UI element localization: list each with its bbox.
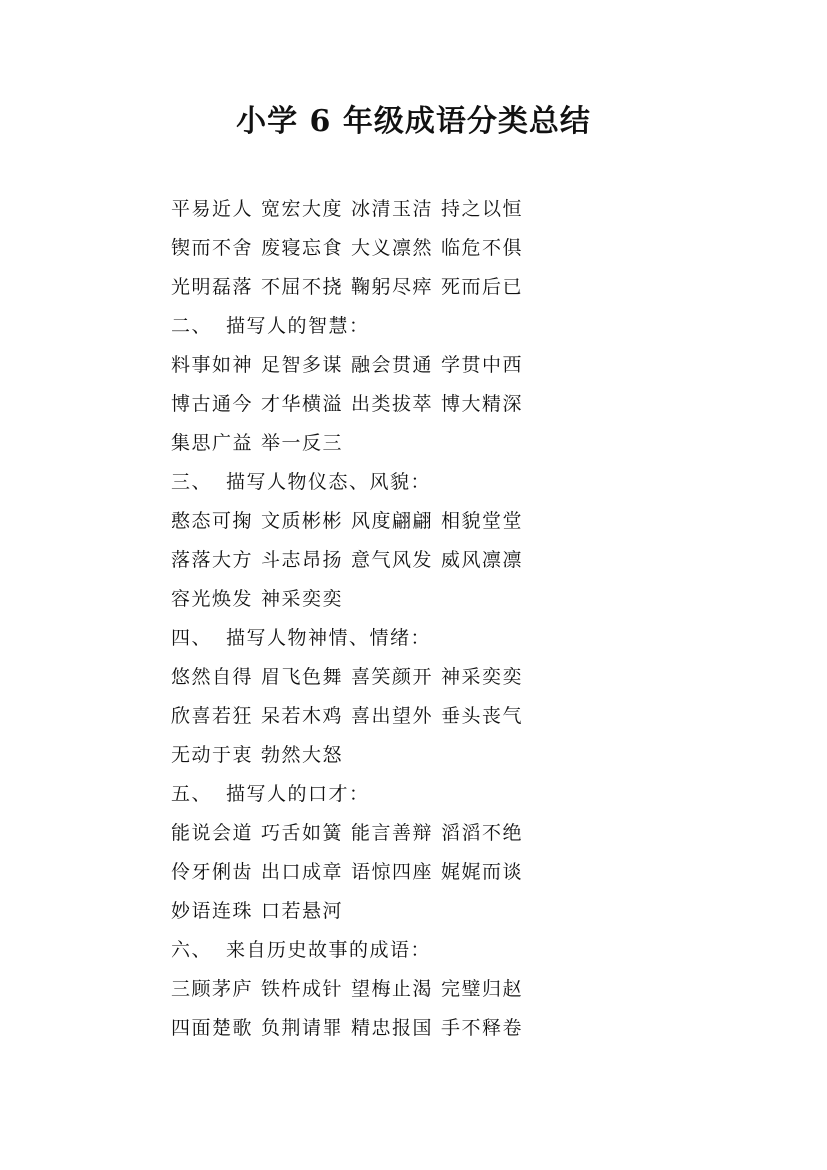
idiom: 集思广益 <box>171 432 254 454</box>
idiom-row <box>171 658 791 697</box>
idiom: 能言善辩 <box>351 822 434 844</box>
idiom-row <box>171 814 791 853</box>
idiom: 负荆请罪 <box>261 1017 344 1039</box>
idiom: 博古通今 <box>171 393 254 415</box>
idiom: 死而后已 <box>441 276 524 298</box>
idiom: 语惊四座 <box>351 861 434 883</box>
idiom: 勃然大怒 <box>261 744 344 766</box>
idiom-row <box>171 268 791 307</box>
idiom: 落落大方 <box>171 549 254 571</box>
idiom-row <box>171 580 791 619</box>
idiom: 垂头丧气 <box>441 705 524 727</box>
idiom: 娓娓而谈 <box>441 861 524 883</box>
document-title: 小学 6 年级成语分类总结 <box>236 104 591 139</box>
idiom: 妙语连珠 <box>171 900 254 922</box>
idiom: 欣喜若狂 <box>171 705 254 727</box>
idiom: 冰清玉洁 <box>351 198 434 220</box>
idiom: 斗志昂扬 <box>261 549 344 571</box>
idiom: 举一反三 <box>261 432 344 454</box>
idiom: 才华横溢 <box>261 393 344 415</box>
idiom: 持之以恒 <box>441 198 524 220</box>
idiom-row <box>171 853 791 892</box>
section-heading-text: 描写人物仪态、风貌： <box>226 471 432 493</box>
idiom-row <box>171 346 791 385</box>
idiom: 临危不俱 <box>441 237 524 259</box>
section-number: 五、 <box>171 783 213 805</box>
idiom: 三顾茅庐 <box>171 978 254 1000</box>
idiom: 手不释卷 <box>441 1017 524 1039</box>
idiom: 伶牙俐齿 <box>171 861 254 883</box>
idiom: 文质彬彬 <box>261 510 344 532</box>
section-number: 四、 <box>171 627 213 649</box>
section-heading <box>171 307 791 346</box>
idiom: 滔滔不绝 <box>441 822 524 844</box>
idiom-row <box>171 424 791 463</box>
idiom: 出类拔萃 <box>351 393 434 415</box>
idiom: 无动于衷 <box>171 744 254 766</box>
idiom: 喜出望外 <box>351 705 434 727</box>
idiom: 风度翩翩 <box>351 510 434 532</box>
section-heading <box>171 775 791 814</box>
idiom: 望梅止渴 <box>351 978 434 1000</box>
idiom: 口若悬河 <box>261 900 344 922</box>
idiom: 能说会道 <box>171 822 254 844</box>
idiom-row <box>171 190 791 229</box>
idiom: 精忠报国 <box>351 1017 434 1039</box>
idiom: 废寝忘食 <box>261 237 344 259</box>
idiom: 悠然自得 <box>171 666 254 688</box>
section-heading <box>171 619 791 658</box>
section-heading-text: 来自历史故事的成语： <box>226 939 432 961</box>
idiom: 喜笑颜开 <box>351 666 434 688</box>
idiom: 巧舌如簧 <box>261 822 344 844</box>
idiom: 融会贯通 <box>351 354 434 376</box>
section-heading <box>171 463 791 502</box>
idiom: 容光焕发 <box>171 588 254 610</box>
idiom: 大义凛然 <box>351 237 434 259</box>
idiom: 出口成章 <box>261 861 344 883</box>
idiom-row <box>171 892 791 931</box>
idiom: 料事如神 <box>171 354 254 376</box>
idiom: 足智多谋 <box>261 354 344 376</box>
idiom: 憨态可掬 <box>171 510 254 532</box>
idiom: 宽宏大度 <box>261 198 344 220</box>
idiom: 意气风发 <box>351 549 434 571</box>
idiom: 学贯中西 <box>441 354 524 376</box>
idiom-row <box>171 229 791 268</box>
idiom: 铁杵成针 <box>261 978 344 1000</box>
idiom-row <box>171 502 791 541</box>
idiom: 呆若木鸡 <box>261 705 344 727</box>
idiom: 锲而不舍 <box>171 237 254 259</box>
idiom-row <box>171 697 791 736</box>
section-number: 三、 <box>171 471 213 493</box>
idiom-row <box>171 1009 791 1048</box>
idiom: 光明磊落 <box>171 276 254 298</box>
section-number: 二、 <box>171 315 213 337</box>
idiom: 博大精深 <box>441 393 524 415</box>
section-heading <box>171 931 791 970</box>
section-number: 六、 <box>171 939 213 961</box>
idiom: 威风凛凛 <box>441 549 524 571</box>
idiom-row <box>171 541 791 580</box>
idiom: 不屈不挠 <box>261 276 344 298</box>
idiom: 完璧归赵 <box>441 978 524 1000</box>
idiom: 相貌堂堂 <box>441 510 524 532</box>
idiom-row <box>171 736 791 775</box>
idiom-row <box>171 385 791 424</box>
idiom: 鞠躬尽瘁 <box>351 276 434 298</box>
section-heading-text: 描写人的智慧： <box>226 315 370 337</box>
idiom: 平易近人 <box>171 198 254 220</box>
idiom: 四面楚歌 <box>171 1017 254 1039</box>
section-heading-text: 描写人物神情、情绪： <box>226 627 432 649</box>
idiom: 神采奕奕 <box>441 666 524 688</box>
idiom: 神采奕奕 <box>261 588 344 610</box>
section-heading-text: 描写人的口才： <box>226 783 370 805</box>
idiom: 眉飞色舞 <box>261 666 344 688</box>
idiom-row <box>171 970 791 1009</box>
document-body <box>171 190 791 1048</box>
